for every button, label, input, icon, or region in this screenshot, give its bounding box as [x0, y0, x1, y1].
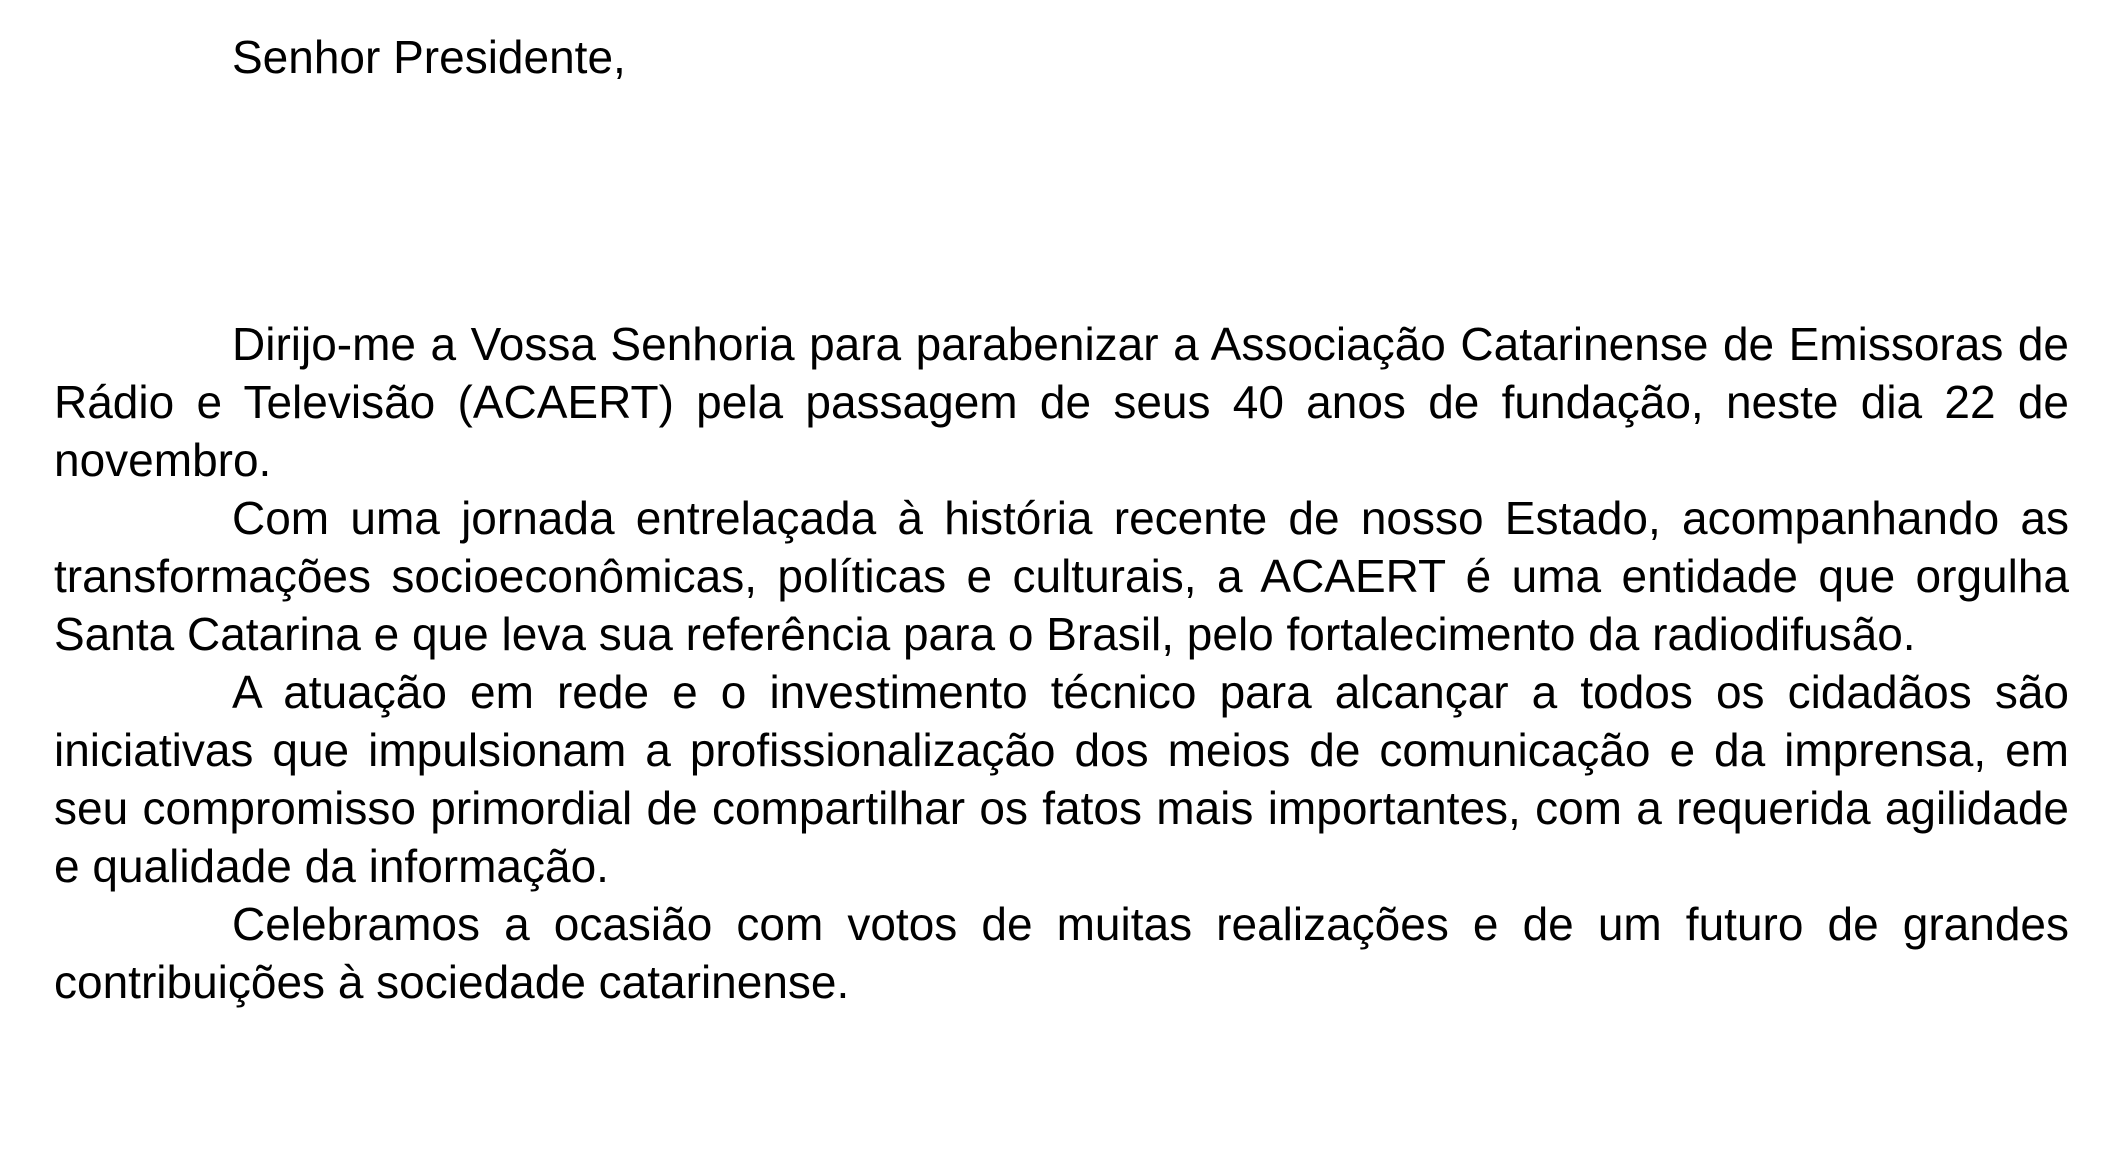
letter-body — [54, 315, 2069, 1011]
paragraph-congratulations: Dirijo-me a Vossa Senhoria para parabenizar a Associação Catarinense de Emissoras de Rádio e Televisão (ACAERT) pela passagem de seus 40 anos de fundação, neste dia 22 de novembro. — [54, 318, 2069, 486]
letter-document — [54, 28, 2069, 1011]
paragraph-celebration: Celebramos a ocasião com votos de muitas realizações e de um futuro de grandes contribuições à sociedade catarinense. — [54, 898, 2069, 1008]
paragraph-network: A atuação em rede e o investimento técnico para alcançar a todos os cidadãos são iniciativas que impulsionam a profissionalização dos meios de comunicação e da imprensa, em seu compromisso primordial de compartilhar os fatos mais importantes, com a requerida agilidade e qualidade da informação. — [54, 666, 2069, 892]
paragraph-history: Com uma jornada entrelaçada à história recente de nosso Estado, acompanhando as transformações socioeconômicas, políticas e culturais, a ACAERT é uma entidade que orgulha Santa Catarina e que leva sua referência para o Brasil, pelo fortalecimento da radiodifusão. — [54, 492, 2069, 660]
salutation: Senhor Presidente, — [232, 31, 626, 83]
